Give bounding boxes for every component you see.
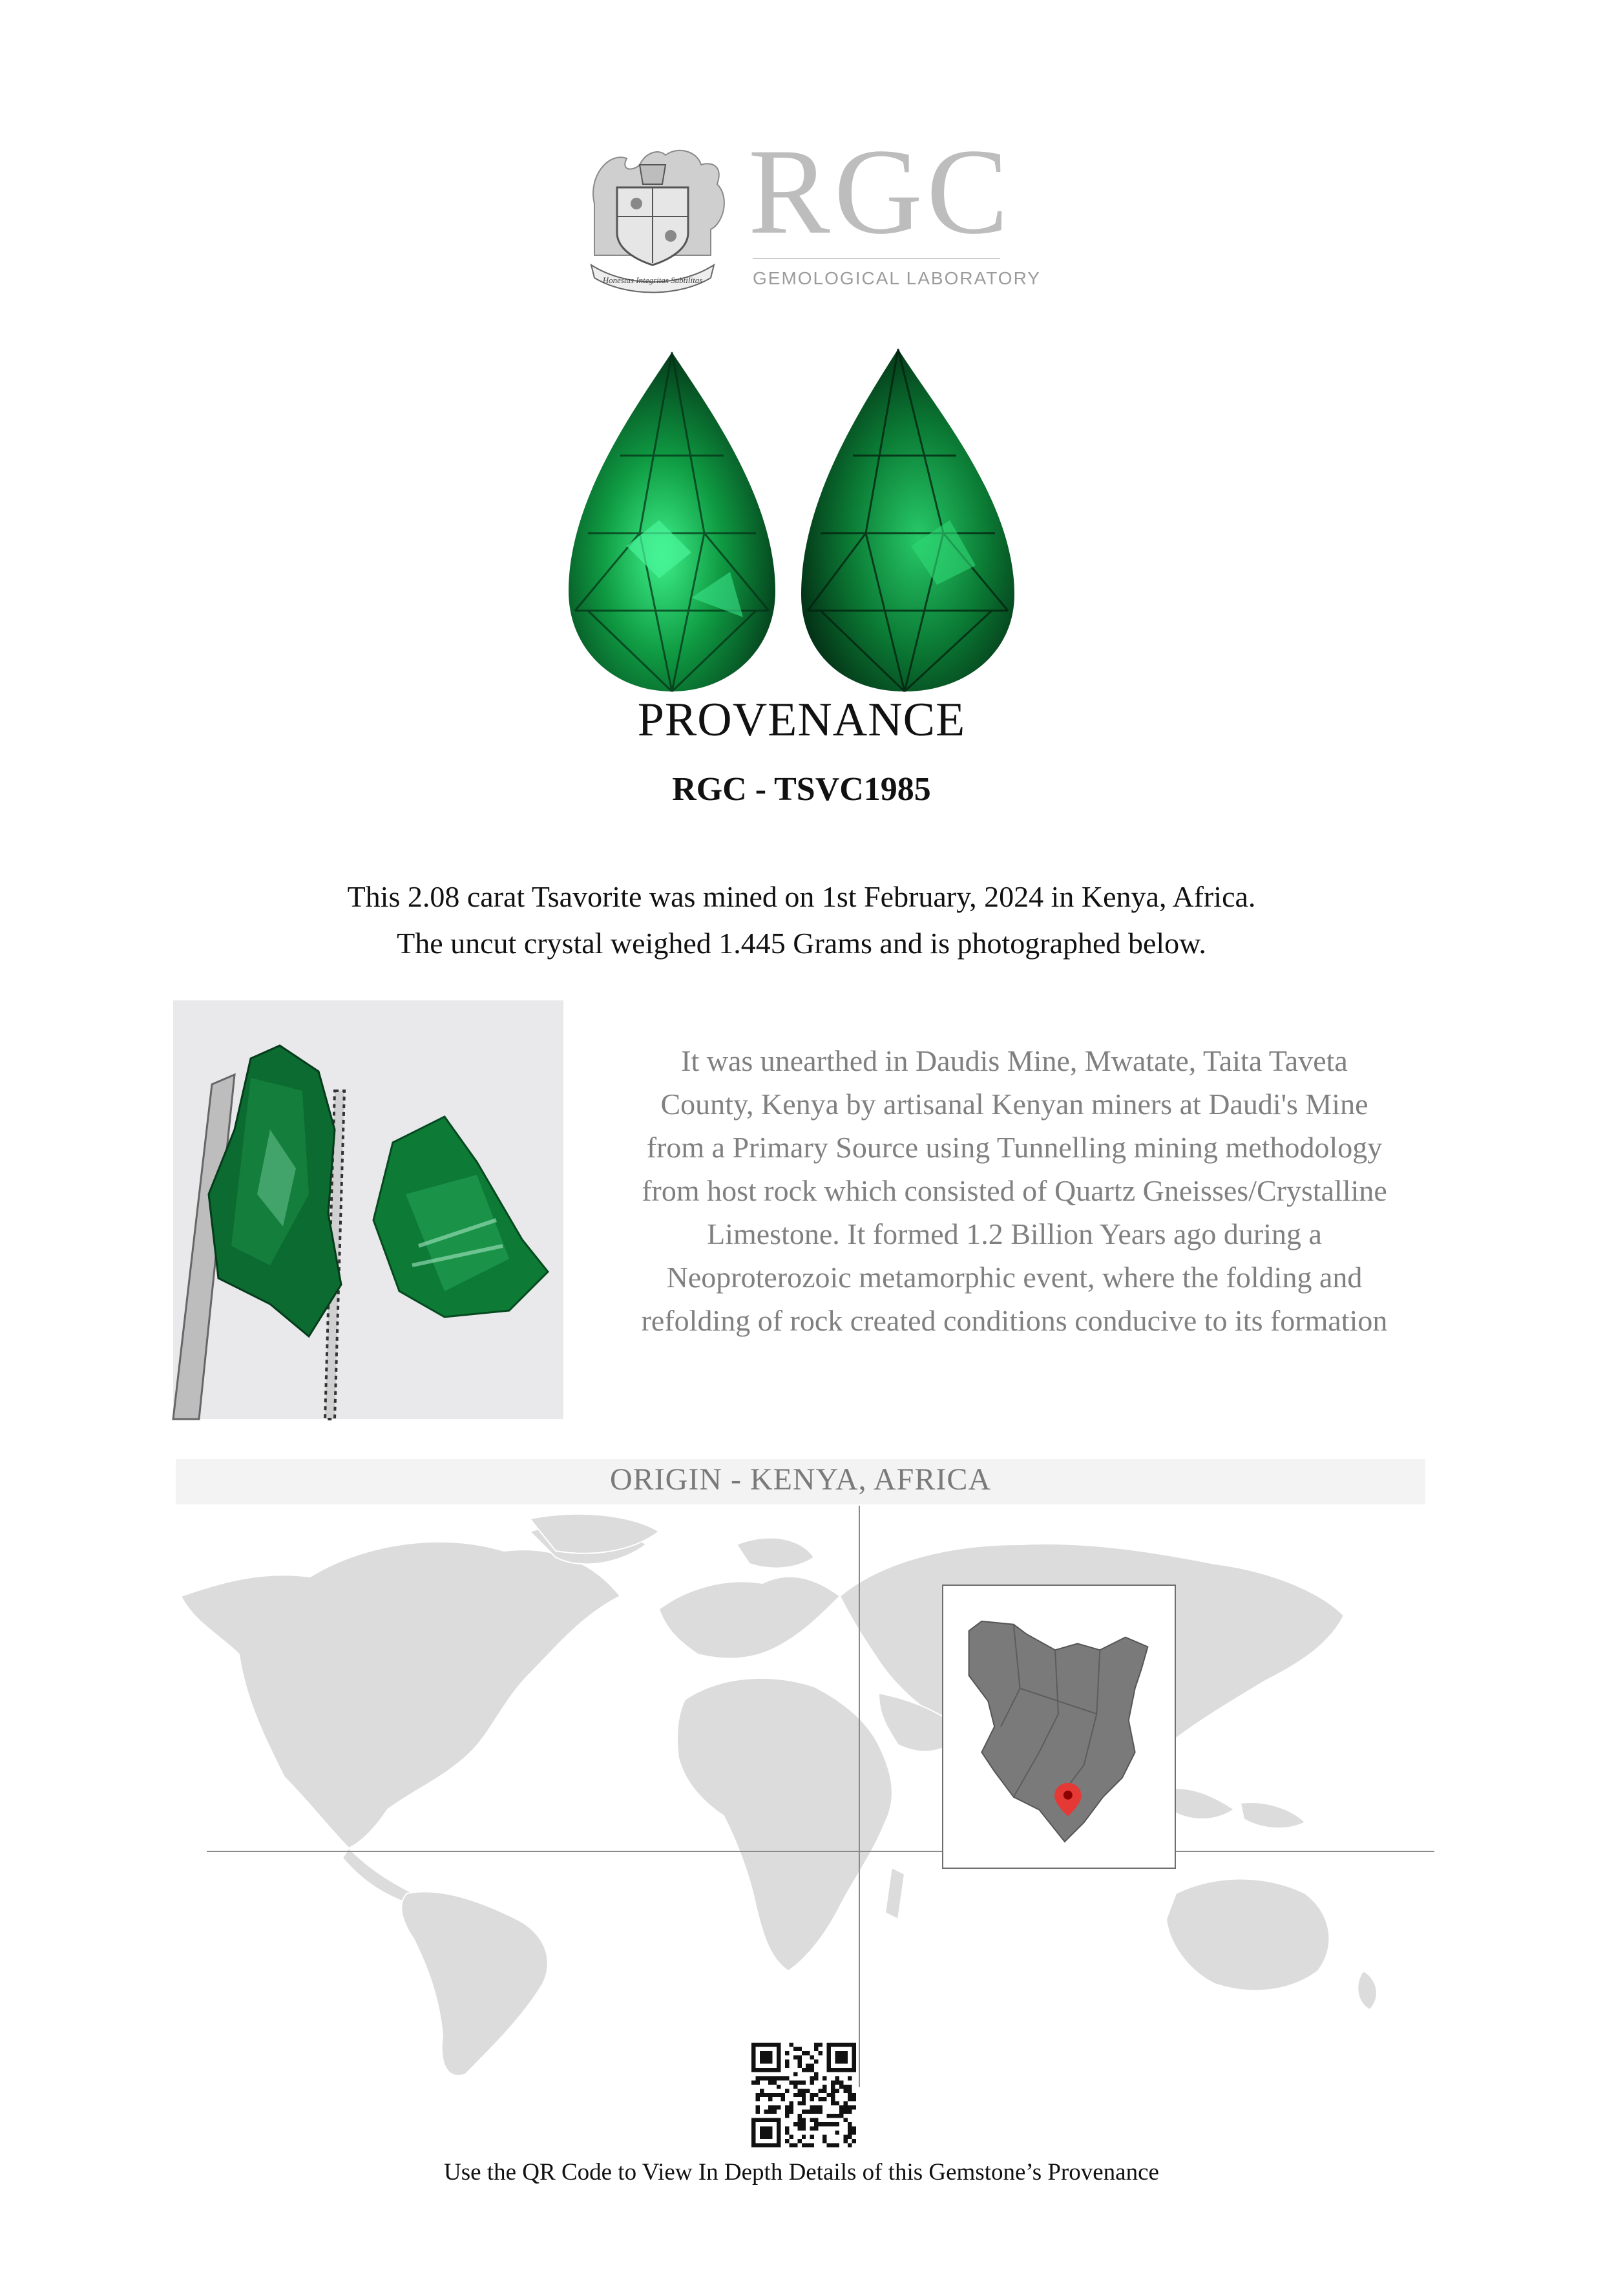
report-code: RGC - TSVC1985 bbox=[672, 771, 931, 808]
rgc-logo bbox=[581, 124, 1041, 297]
brand-name: RGC bbox=[748, 124, 1012, 260]
world-map-graphic bbox=[168, 1506, 1434, 2087]
provenance-title: PROVENANCE bbox=[637, 693, 966, 746]
qr-caption: Use the QR Code to View In Depth Details of this Gemstone’s Provenance bbox=[444, 2159, 1159, 2185]
kenya-inset-map bbox=[942, 1585, 1176, 1869]
gemstone-pair-graphic bbox=[562, 339, 1027, 698]
crest-motto: Honestas Integritas Subtilitas bbox=[602, 275, 703, 285]
intro-line-1: This 2.08 carat Tsavorite was mined on 1st February, 2024 in Kenya, Africa. bbox=[347, 880, 1256, 913]
qr-code[interactable] bbox=[751, 2043, 856, 2147]
provenance-description: It was unearthed in Daudis Mine, Mwatate, Taita Taveta County, Kenya by artisanal Kenyan miners at Daudi's Mine from a Primary Source using Tunnelling mining methodology from host rock which consisted of Quartz Gneisses/Crystalline Limestone. It formed 1.2 Billion Years ago during a Neoproterozoic metamorphic event, where the folding and refolding of rock created conditions conducive to its formation bbox=[641, 1044, 1388, 1337]
intro-line-2: The uncut crystal weighed 1.445 Grams and is photographed below. bbox=[397, 927, 1206, 960]
rough-crystal-photo bbox=[173, 1000, 563, 1419]
rough-crystal-graphic bbox=[173, 1000, 563, 1419]
rgc-crest-logo-graphic bbox=[581, 124, 1041, 297]
kenya-inset-graphic bbox=[943, 1586, 1175, 1868]
brand-subtitle: GEMOLOGICAL LABORATORY bbox=[753, 268, 1041, 288]
origin-label: ORIGIN - KENYA, AFRICA bbox=[609, 1462, 991, 1497]
qr-code-graphic[interactable] bbox=[751, 2043, 856, 2147]
cut-gemstone-image bbox=[562, 339, 1027, 698]
world-map bbox=[168, 1506, 1434, 2087]
